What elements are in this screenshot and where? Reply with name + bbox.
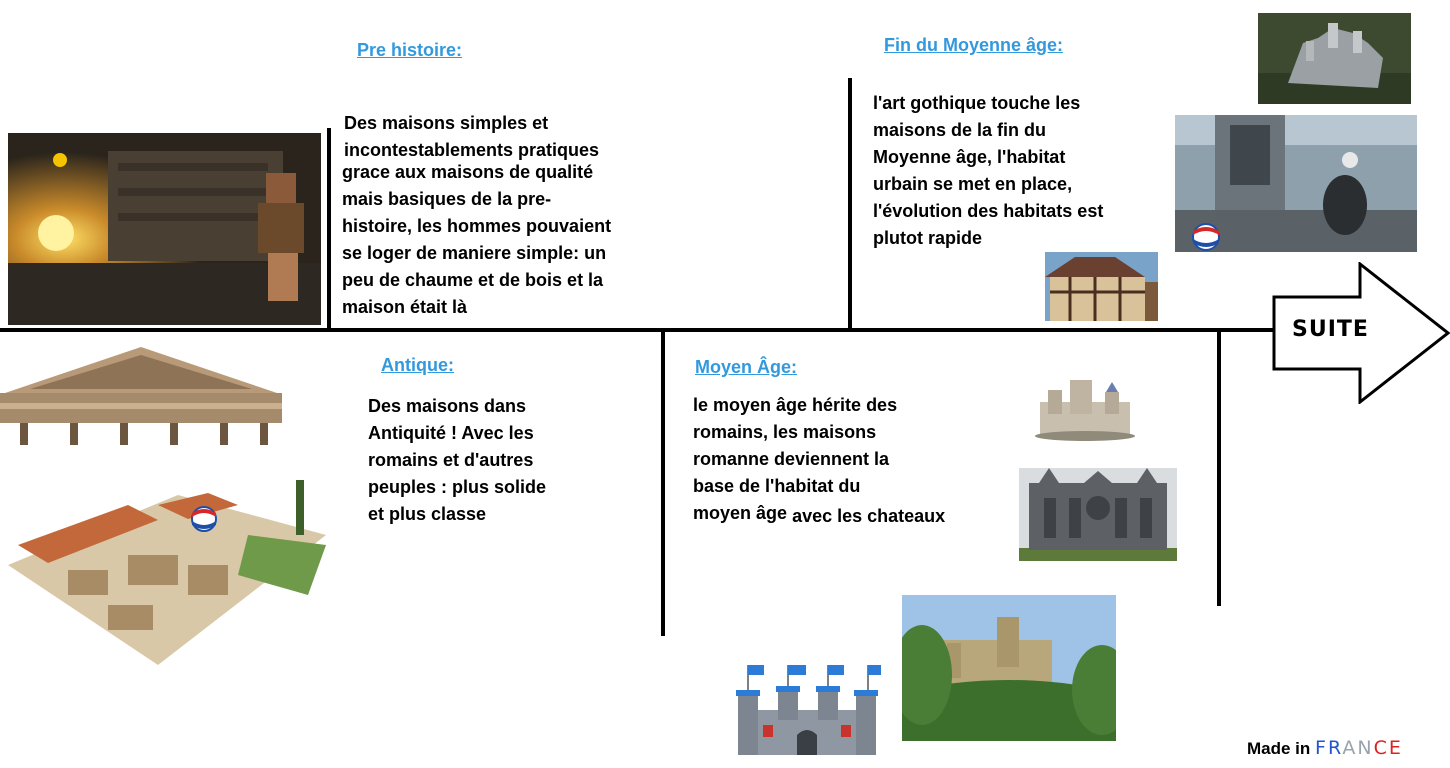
text-line: romains, les maisons: [693, 422, 877, 442]
heading-antique: Antique:: [381, 355, 454, 375]
text-line: histoire, les hommes pouvaient: [342, 216, 612, 236]
text-line: incontestablements pratiques: [344, 140, 600, 160]
text-line: grace aux maisons de qualité: [342, 162, 594, 182]
divider-fin-moyen-age: [848, 78, 852, 330]
text-line: se loger de maniere simple: un: [342, 243, 607, 263]
text-fragment: avec les chateaux: [792, 506, 946, 526]
text-line: le moyen âge hérite des: [693, 395, 898, 415]
text-line: plutot rapide: [873, 228, 982, 248]
pepsi-logo-icon: [1193, 224, 1219, 250]
text-line: Des maisons simples et: [344, 113, 549, 133]
text-prehistoire-cont: [342, 159, 611, 321]
text-line: urbain se met en place,: [873, 174, 1073, 194]
half-timbered-house-image: [1045, 252, 1158, 321]
hilltop-castle-image: [902, 595, 1116, 741]
heading-prehistoire: Pre histoire:: [357, 40, 463, 60]
timeline-axis: [0, 328, 1275, 332]
heading-fin-moyen-age: Fin du Moyenne âge:: [884, 35, 1064, 55]
footer-country-part: CE: [1373, 737, 1403, 759]
footer-country-part: AN: [1342, 737, 1374, 759]
assassins-creed-image: [1175, 115, 1417, 252]
text-line: mais basiques de la pre-: [342, 189, 552, 209]
pepsi-logo-icon: [192, 507, 216, 531]
text-fin-moyen-age: [873, 90, 1103, 252]
divider-antique: [661, 330, 665, 636]
footer-prefix: Made in: [1247, 739, 1311, 758]
text-line: maisons de la fin du: [873, 120, 1047, 140]
smiley-icon: [53, 153, 67, 167]
text-line: Des maisons dans: [368, 396, 527, 416]
text-line: Moyenne âge, l'habitat: [873, 147, 1066, 167]
suite-button-label[interactable]: SUITE: [1292, 317, 1369, 342]
text-line: et plus classe: [368, 504, 487, 524]
roman-villa-cutaway-image: [8, 475, 326, 665]
text-line: peu de chaume et de bois et la: [342, 270, 604, 290]
text-line: romanne deviennent la: [693, 449, 890, 469]
made-in-france-footer: [1247, 737, 1403, 759]
text-antique: [368, 393, 546, 528]
minecraft-caveman-image: [8, 133, 321, 325]
castle-model-image: [1030, 372, 1138, 442]
text-line: l'art gothique touche les: [873, 93, 1081, 113]
text-prehistoire: [344, 110, 599, 164]
text-line: base de l'habitat du: [693, 476, 861, 496]
text-line: [693, 500, 945, 527]
text-moyen-age: [693, 392, 945, 527]
divider-prehistoire: [327, 128, 331, 330]
toy-castle-image: [733, 660, 881, 760]
footer-country-part: FR: [1315, 737, 1343, 759]
footer-country: [1315, 737, 1403, 759]
text-line: romains et d'autres: [368, 450, 534, 470]
text-line: l'évolution des habitats est: [873, 201, 1104, 221]
text-line: peuples : plus solide: [368, 477, 547, 497]
gothic-cathedral-image: [1019, 468, 1177, 561]
text-line: Antiquité ! Avec les: [368, 423, 534, 443]
text-fragment: moyen âge: [693, 503, 788, 523]
heading-moyen-age: Moyen Âge:: [695, 357, 798, 377]
aerial-castle-image: [1258, 13, 1411, 104]
text-line: maison était là: [342, 297, 468, 317]
divider-moyen-age: [1217, 330, 1221, 606]
roman-temple-pediment-image: [0, 345, 282, 445]
